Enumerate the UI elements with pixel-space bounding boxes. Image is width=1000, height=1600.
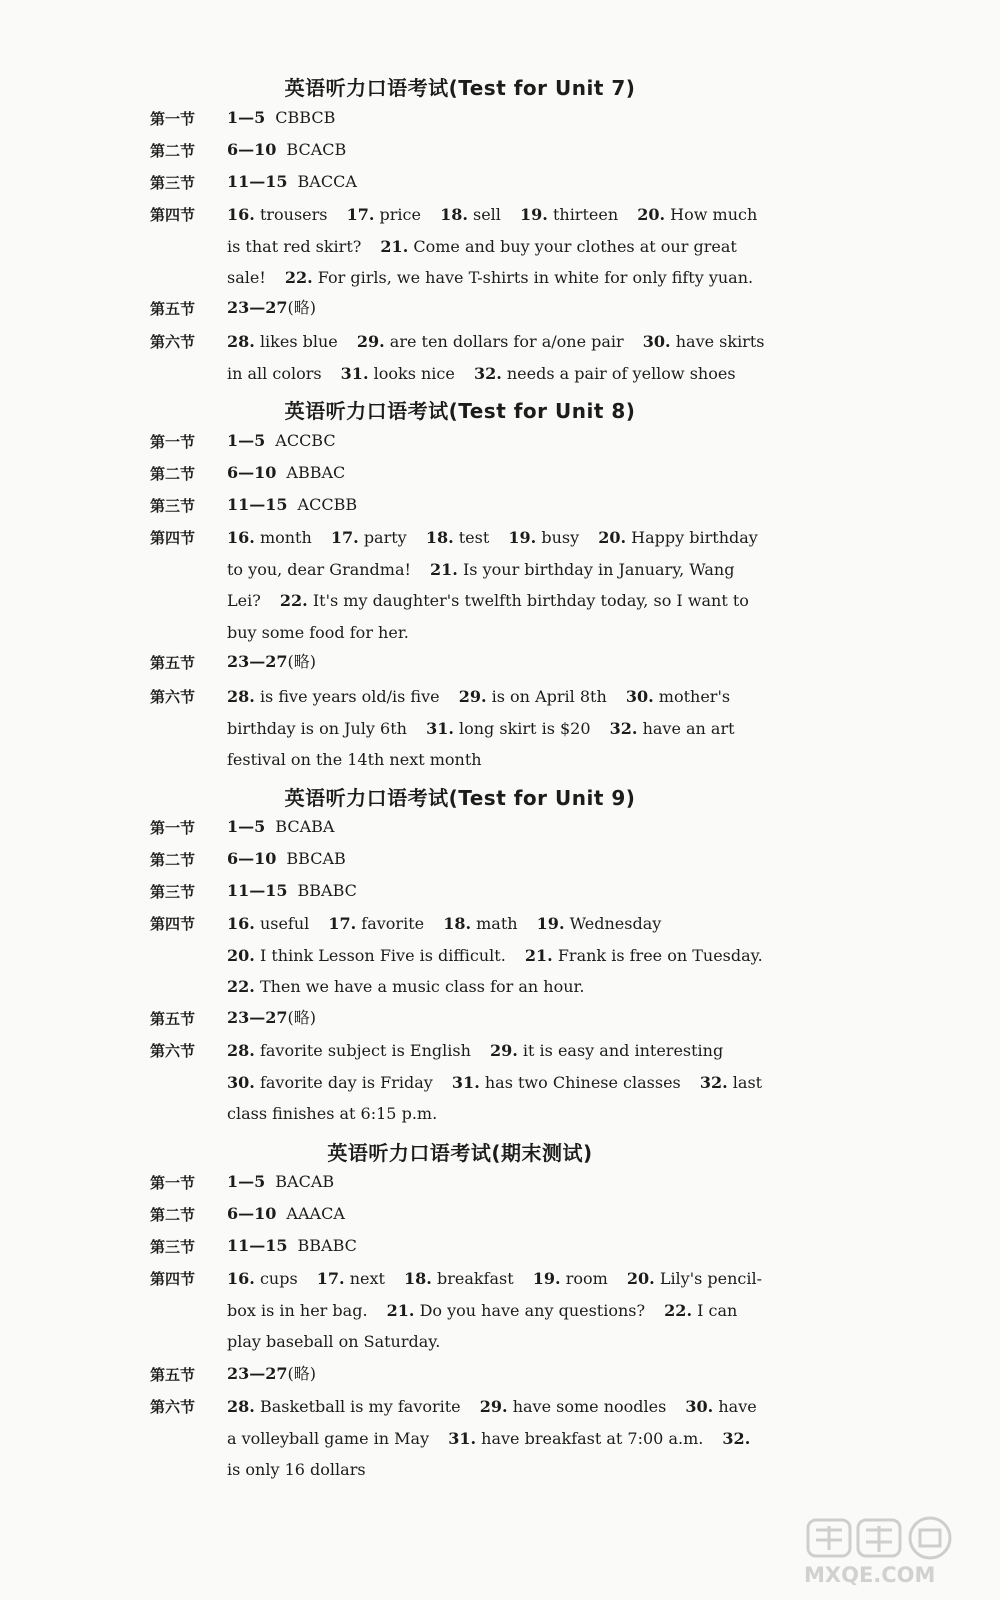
row-label: 第四节	[150, 1270, 196, 1288]
answer-row: 6—10 BCACB	[227, 140, 347, 159]
answer-row: 23—27(略)	[227, 1364, 317, 1383]
answer-row: 23—27(略)	[227, 652, 317, 671]
answer-row: 28. Basketball is my favorite 29. have some noodles 30. have a volleyball game in May 31. have breakfast at 7:00 a.m. 32. is only 16 dollars	[227, 1397, 757, 1479]
answer-row: 11—15 BBABC	[227, 881, 357, 900]
answer-row: 28. is five years old/is five 29. is on April 8th 30. mother's birthday is on July 6th 31. long skirt is $20 32. have an art festival on the 14th next month	[227, 687, 735, 769]
row-label: 第一节	[150, 110, 196, 128]
row-label: 第五节	[150, 1366, 196, 1384]
answer-row: 16. month 17. party 18. test 19. busy 20. Happy birthday to you, dear Grandma! 21. Is your birthday in January, Wang Lei? 22. It's my daughter's twelfth birthday today, so I want to buy some food for her.	[227, 528, 758, 642]
row-label: 第五节	[150, 654, 196, 672]
row-label: 第一节	[150, 1174, 196, 1192]
row-label: 第四节	[150, 529, 196, 547]
section-title: 英语听力口语考试(Test for Unit 8)	[284, 399, 636, 423]
row-label: 第一节	[150, 819, 196, 837]
answer-row: 28. likes blue 29. are ten dollars for a/one pair 30. have skirts in all colors 31. looks nice 32. needs a pair of yellow shoes	[227, 332, 765, 383]
answer-row: 1—5 CBBCB	[227, 108, 336, 127]
answer-row: 1—5 BACAB	[227, 1172, 335, 1191]
row-label: 第三节	[150, 1238, 196, 1256]
row-label: 第五节	[150, 1010, 196, 1028]
answer-row: 23—27(略)	[227, 298, 317, 317]
answer-row: 6—10 AAACA	[227, 1204, 345, 1223]
row-label: 第三节	[150, 497, 196, 515]
row-label: 第二节	[150, 851, 196, 869]
section-title: 英语听力口语考试(Test for Unit 9)	[284, 786, 636, 810]
row-label: 第三节	[150, 883, 196, 901]
answer-row: 23—27(略)	[227, 1008, 317, 1027]
answer-row: 1—5 BCABA	[227, 817, 335, 836]
row-label: 第四节	[150, 206, 196, 224]
answer-row: 11—15 BACCA	[227, 172, 357, 191]
answer-row: 6—10 ABBAC	[227, 463, 346, 482]
row-label: 第六节	[150, 688, 196, 706]
row-label: 第一节	[150, 433, 196, 451]
section-title: 英语听力口语考试(Test for Unit 7)	[284, 76, 636, 100]
answer-row: 6—10 BBCAB	[227, 849, 346, 868]
watermark-url-text: MXQE.COM	[804, 1563, 936, 1587]
row-label: 第六节	[150, 1398, 196, 1416]
row-label: 第三节	[150, 174, 196, 192]
section-title: 英语听力口语考试(期末测试)	[327, 1141, 593, 1165]
watermark-logo	[800, 1514, 970, 1588]
row-label: 第六节	[150, 1042, 196, 1060]
answer-row: 16. cups 17. next 18. breakfast 19. room 20. Lily's pencil-box is in her bag. 21. Do you have any questions? 22. I can play baseball on Saturday.	[227, 1269, 763, 1351]
row-label: 第二节	[150, 465, 196, 483]
answer-row: 11—15 BBABC	[227, 1236, 357, 1255]
row-label: 第五节	[150, 300, 196, 318]
row-label: 第六节	[150, 333, 196, 351]
answer-row: 16. useful 17. favorite 18. math 19. Wednesday 20. I think Lesson Five is difficult. 21. Frank is free on Tuesday. 22. Then we have a music class for an hour.	[227, 914, 763, 996]
answer-row: 16. trousers 17. price 18. sell 19. thirteen 20. How much is that red skirt? 21. Come and buy your clothes at our great sale! 22. For girls, we have T-shirts in white for only fifty yuan.	[227, 205, 758, 287]
row-label: 第四节	[150, 915, 196, 933]
answer-row: 28. favorite subject is English 29. it is easy and interesting 30. favorite day is Friday 31. has two Chinese classes 32. last class finishes at 6:15 p.m.	[227, 1041, 763, 1123]
row-label: 第二节	[150, 1206, 196, 1224]
row-label: 第二节	[150, 142, 196, 160]
answer-row: 1—5 ACCBC	[227, 431, 336, 450]
answer-row: 11—15 ACCBB	[227, 495, 358, 514]
